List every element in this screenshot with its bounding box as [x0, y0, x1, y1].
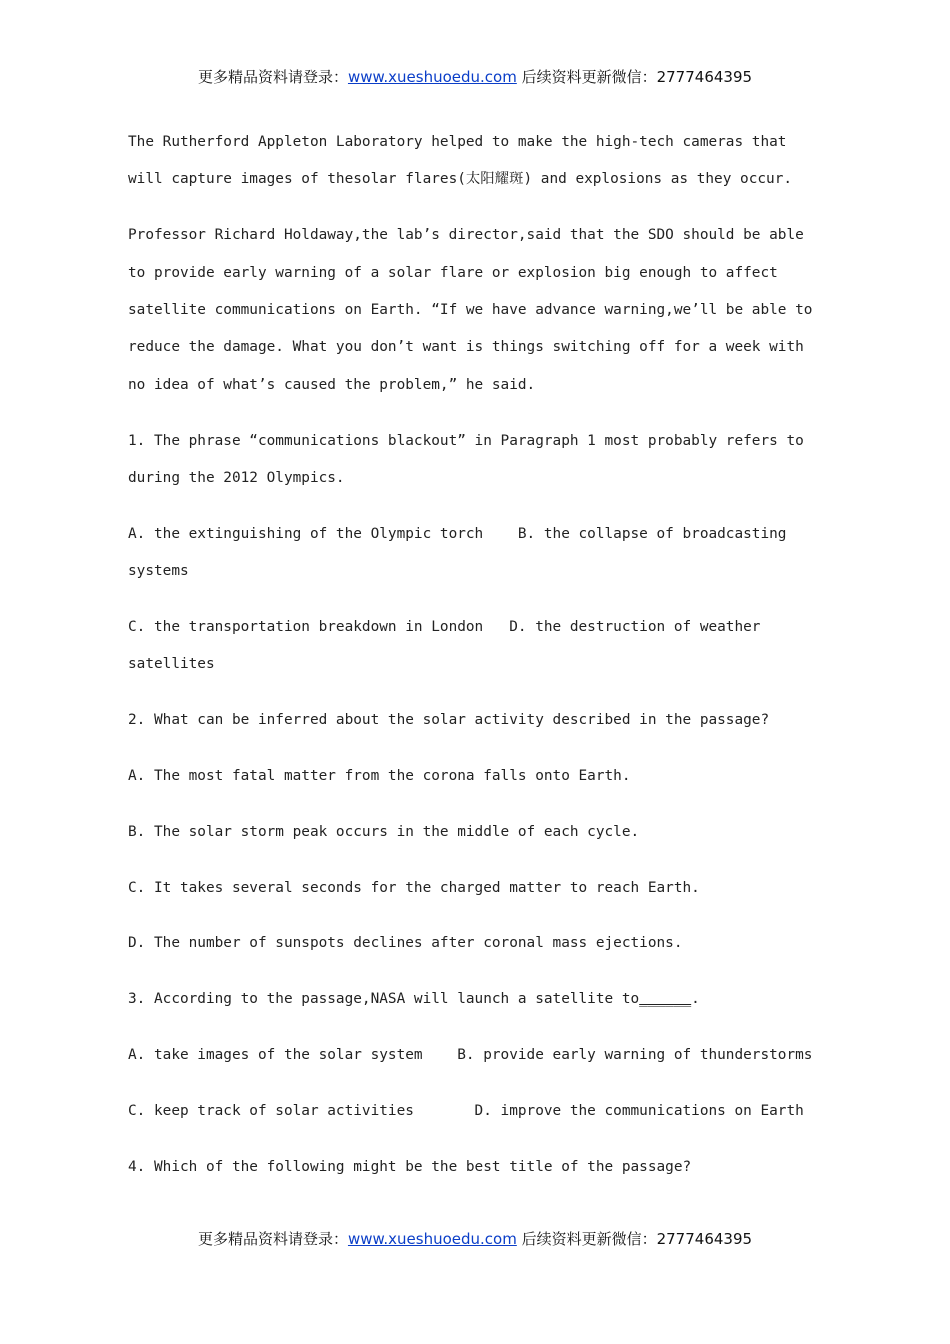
- footer-suffix: 后续资料更新微信：2777464395: [516, 1230, 753, 1248]
- page-footer: [0, 1228, 950, 1249]
- page-header: [0, 66, 950, 87]
- passage-paragraph-2: Professor Richard Holdaway,the lab’s director,said that the SDO should be able to provide early warning of a solar flare or explosion big enough to affect satellite communications on Earth. “If we have advance warning,we’ll be able to reduce the damage. What you don’t want is things switching off for a week with no idea of what’s caused the problem,” he said.: [128, 227, 822, 393]
- question-3-stem-text: 3. According to the passage,NASA will launch a satellite to: [128, 991, 640, 1008]
- passage-paragraph-1: The Rutherford Appleton Laboratory helped to make the high-tech cameras that will capture images of thesolar flares(太阳耀斑) and explosions as they occur.: [128, 134, 796, 188]
- header-prefix: 更多精品资料请登录：: [197, 68, 348, 86]
- question-2-stem: 2. What can be inferred about the solar activity described in the passage?: [128, 712, 770, 729]
- question-1-option-cd: C. the transportation breakdown in London D. the destruction of weather satellites: [128, 619, 770, 673]
- question-2-option-c: C. It takes several seconds for the charged matter to reach Earth.: [128, 879, 700, 896]
- question-1-option-ab: A. the extinguishing of the Olympic torch B. the collapse of broadcasting systems: [128, 525, 796, 580]
- question-2-option-a: A. The most fatal matter from the corona falls onto Earth.: [128, 768, 631, 785]
- question-3-option-cd: C. keep track of solar activities D. improve the communications on Earth: [128, 1102, 804, 1119]
- question-1-stem: 1. The phrase “communications blackout” in Paragraph 1 most probably refers to during the 2012 Olympics.: [128, 432, 813, 487]
- question-2-option-b: B. The solar storm peak occurs in the middle of each cycle.: [128, 823, 640, 840]
- question-3-stem-end: .: [691, 991, 700, 1008]
- header-website-link[interactable]: www.xueshuoedu.com: [347, 68, 517, 86]
- footer-prefix: 更多精品资料请登录：: [197, 1230, 348, 1248]
- document-body: [128, 124, 828, 1204]
- question-3-stem: [128, 981, 828, 1018]
- question-2-option-d: D. The number of sunspots declines after coronal mass ejections.: [128, 935, 683, 952]
- header-suffix: 后续资料更新微信：2777464395: [516, 68, 753, 86]
- question-4-stem: 4. Which of the following might be the best title of the passage?: [128, 1158, 692, 1175]
- footer-website-link[interactable]: www.xueshuoedu.com: [347, 1230, 517, 1248]
- question-3-blank: ______: [639, 991, 692, 1008]
- question-3-option-ab: A. take images of the solar system B. provide early warning of thunderstorms: [128, 1047, 813, 1064]
